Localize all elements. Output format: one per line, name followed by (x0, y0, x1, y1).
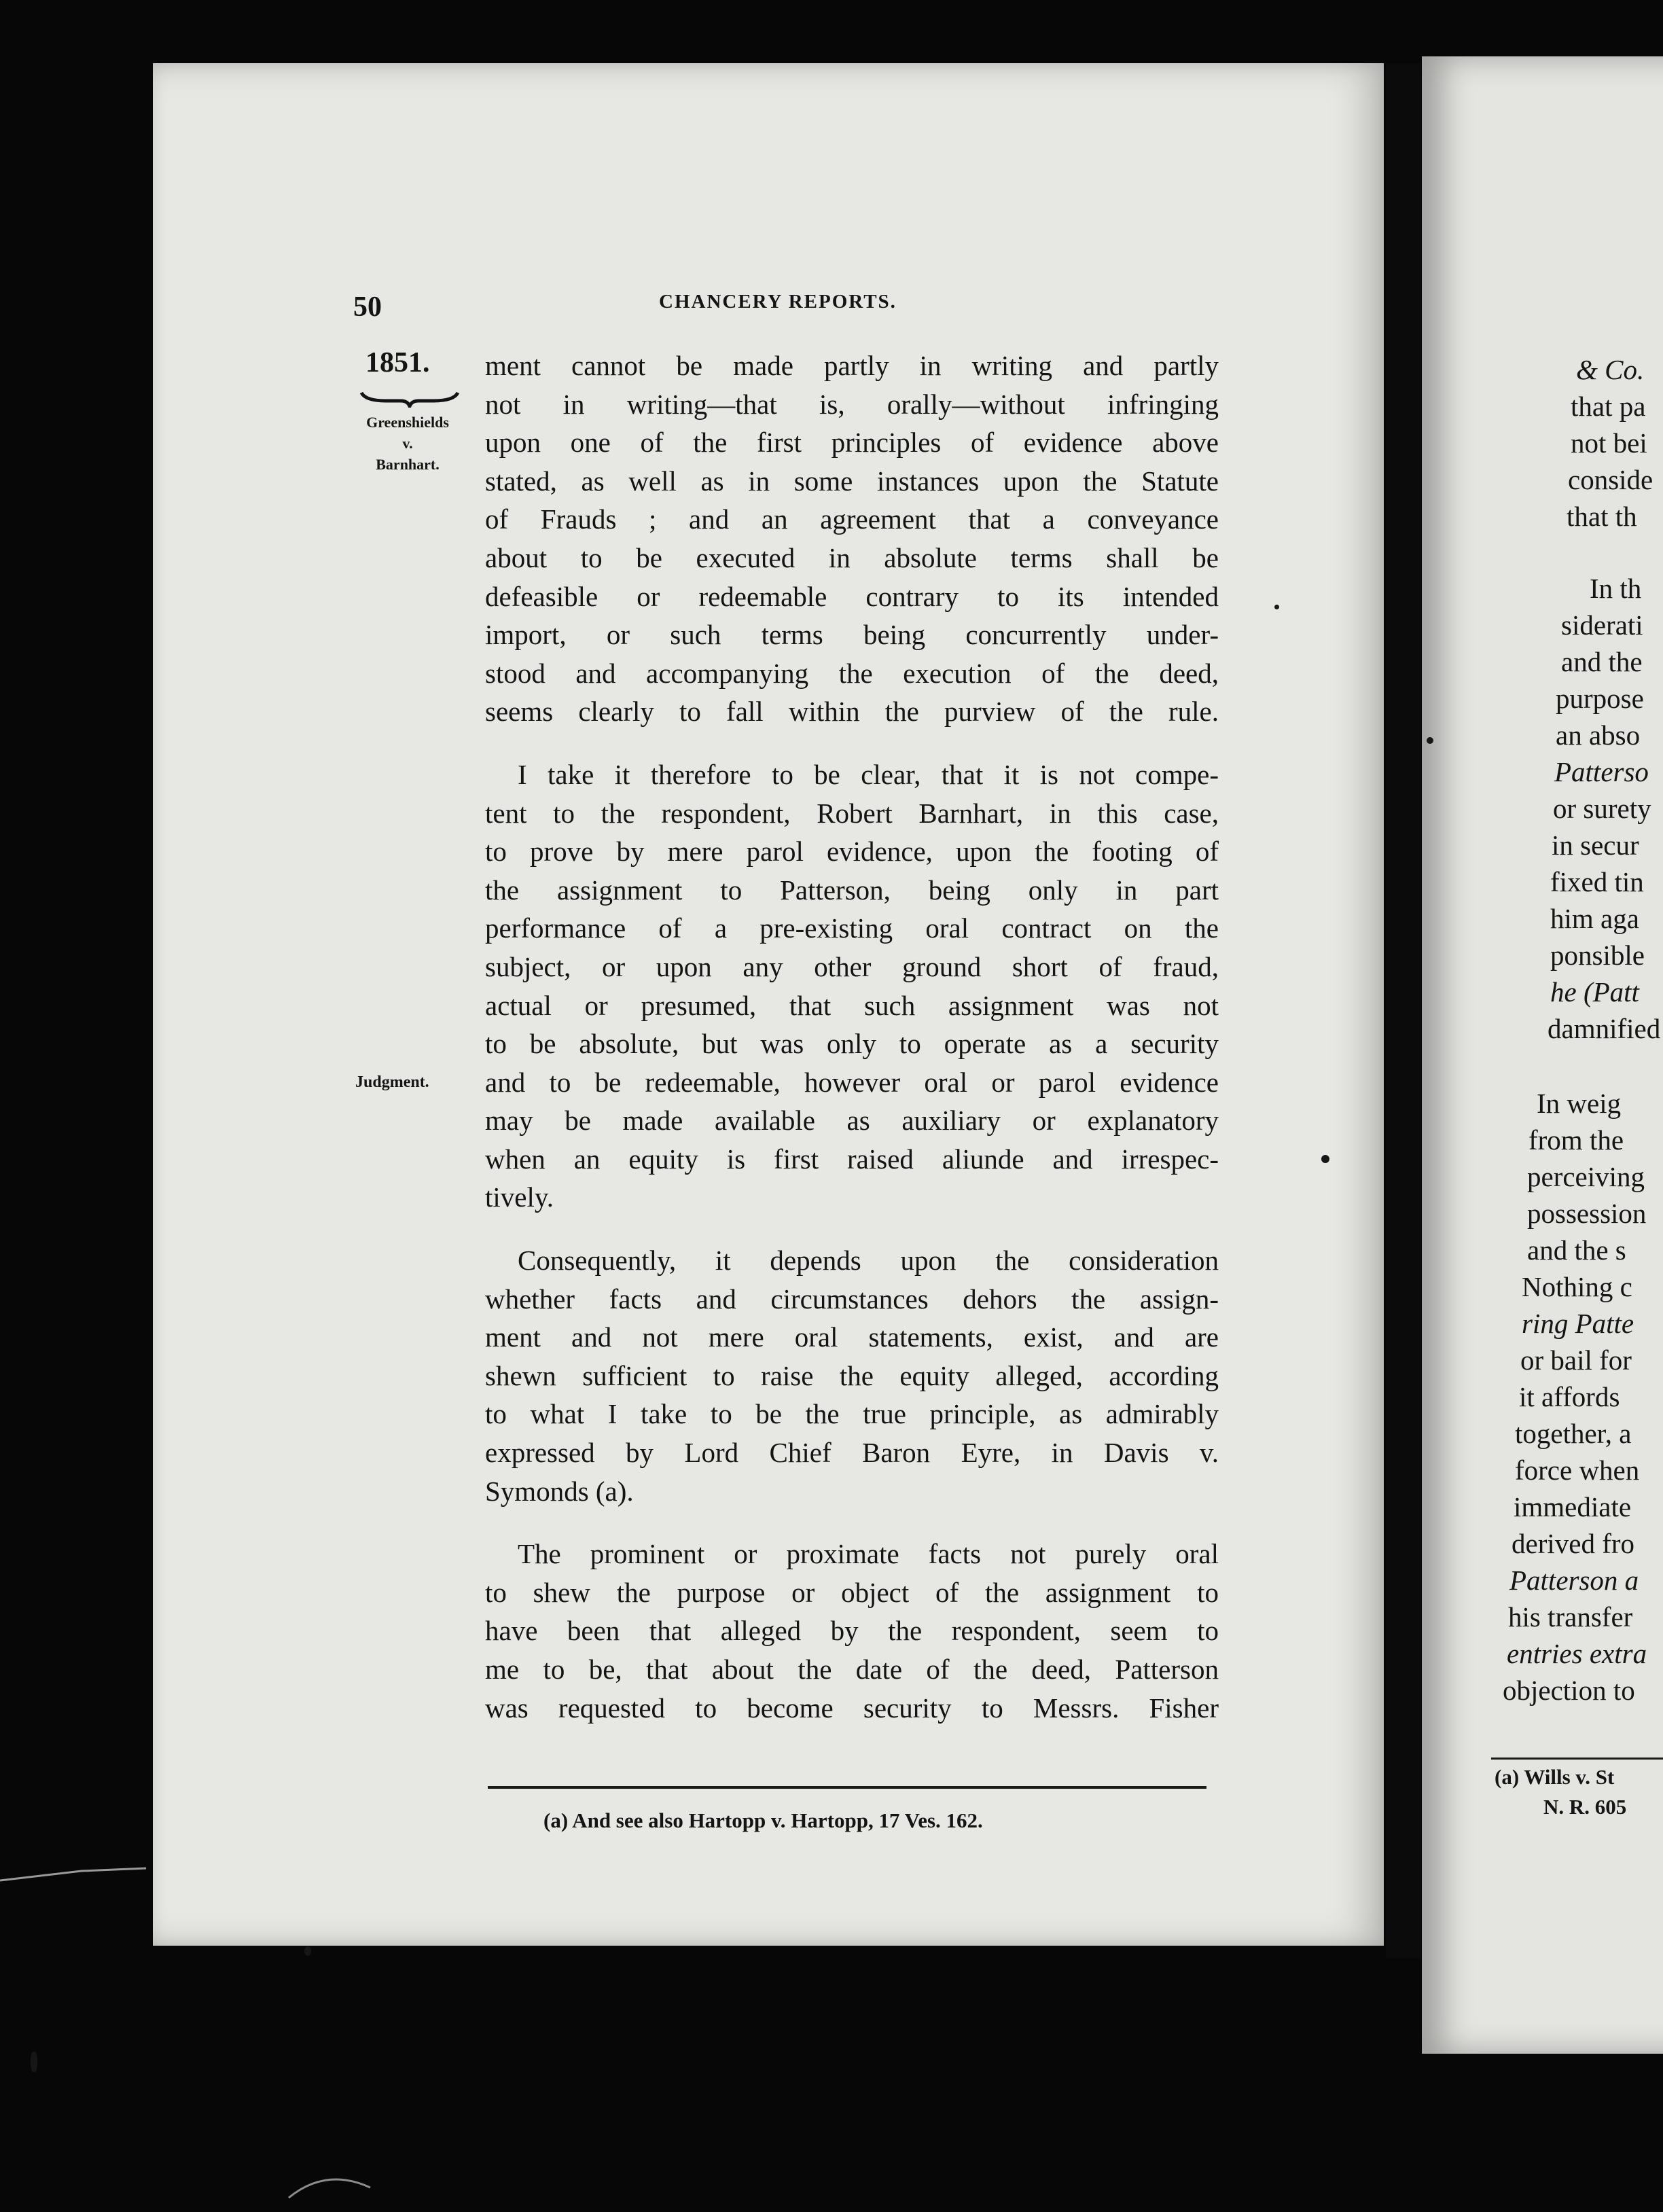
text-line: to shew the purpose or object of the assignment to (485, 1576, 1219, 1608)
text-line: defeasible or redeemable contrary to its intended (485, 580, 1219, 612)
text-line: actual or presumed, that such assignment was not (485, 989, 1219, 1021)
text-line: to prove by mere parol evidence, upon the footing of (485, 836, 1219, 868)
facing-text-line: together, a (1515, 1418, 1632, 1449)
facing-text-line: that th (1567, 501, 1637, 532)
text-line: I take it therefore to be clear, that it is not compe- (518, 758, 1219, 790)
scratch-mark (0, 1861, 149, 1889)
facing-text-line: damnified (1548, 1013, 1661, 1044)
scratch-mark (285, 2167, 374, 2201)
text-line: The prominent or proximate facts not purely oral (518, 1538, 1219, 1570)
text-line: when an equity is first raised aliunde and irrespec- (485, 1143, 1219, 1175)
text-line: may be made available as auxiliary or explanatory (485, 1105, 1219, 1137)
text-line: Symonds (a). (485, 1475, 634, 1507)
case-party-2: Barnhart. (376, 456, 440, 473)
footnote-rule (488, 1786, 1206, 1789)
facing-text-line: Nothing c (1522, 1271, 1632, 1302)
facing-footnote-rule (1491, 1758, 1663, 1760)
text-line: to be absolute, but was only to operate as a security (485, 1028, 1219, 1060)
facing-text-line: his transfer (1508, 1601, 1633, 1633)
text-line: stated, as well as in some instances upon the Statute (485, 465, 1219, 497)
text-line: upon one of the first principles of evidence above (485, 427, 1219, 459)
facing-footnote-line: N. R. 605 (1543, 1795, 1627, 1819)
text-line: ment cannot be made partly in writing and partly (485, 350, 1219, 381)
facing-footnote-line: (a) Wills v. St (1495, 1765, 1615, 1789)
text-line: not in writing—that is, orally—without infringing (485, 388, 1219, 420)
facing-text-line: in secur (1552, 830, 1639, 861)
facing-text-line: In th (1590, 573, 1642, 604)
facing-text-line: siderati (1561, 609, 1643, 641)
facing-text-line: Patterson a (1509, 1565, 1639, 1596)
facing-text-line: Patterso (1554, 756, 1649, 787)
case-versus: v. (402, 435, 413, 452)
facing-text-line: fixed tin (1550, 866, 1644, 897)
running-head: CHANCERY REPORTS. (659, 291, 897, 313)
facing-text-line: or surety (1553, 793, 1651, 824)
facing-text-line: objection to (1503, 1675, 1635, 1706)
facing-text-line: force when (1515, 1455, 1640, 1486)
text-line: expressed by Lord Chief Baron Eyre, in Davis v. (485, 1437, 1219, 1469)
footnote: (a) And see also Hartopp v. Hartopp, 17 Ves. 162. (543, 1808, 983, 1832)
facing-text-line: ring Patte (1522, 1308, 1634, 1339)
body-text (485, 346, 1219, 1727)
paragraph-gap (485, 1217, 1219, 1241)
facing-text-line: and the s (1527, 1234, 1626, 1266)
facing-text-line: that pa (1571, 391, 1646, 422)
speck-mark (1321, 1155, 1329, 1163)
page-number: 50 (353, 291, 382, 323)
text-line: tent to the respondent, Robert Barnhart, in this case, (485, 797, 1219, 829)
case-party-1: Greenshields (366, 414, 449, 431)
text-line: me to be, that about the date of the deed, Patterson (485, 1654, 1219, 1685)
facing-text-line: perceiving (1527, 1161, 1645, 1192)
text-line: the assignment to Patterson, being only in part (485, 874, 1219, 906)
text-line: and to be redeemable, however oral or parol evidence (485, 1066, 1219, 1098)
text-line: performance of a pre-existing oral contract on the (485, 912, 1219, 944)
speck-mark (304, 1946, 311, 1956)
text-line: Consequently, it depends upon the consideration (518, 1245, 1219, 1277)
facing-text-line: an abso (1556, 719, 1641, 751)
text-line: whether facts and circumstances dehors the assign- (485, 1283, 1219, 1315)
facing-text-line: or bail for (1520, 1344, 1632, 1376)
text-line: subject, or upon any other ground short of fraud, (485, 950, 1219, 982)
facing-text-line: him aga (1550, 903, 1639, 934)
facing-text-line: it affords (1519, 1381, 1620, 1412)
facing-text-line: immediate (1514, 1491, 1632, 1522)
facing-text-line: In weig (1537, 1088, 1622, 1119)
margin-judgment: Judgment. (355, 1073, 429, 1091)
paragraph-gap (485, 731, 1219, 755)
facing-text-line: possession (1527, 1198, 1647, 1229)
facing-text-line: entries extra (1507, 1638, 1647, 1669)
facing-text-line: & Co. (1576, 354, 1645, 385)
speck-mark (1274, 605, 1279, 609)
margin-year: 1851. (365, 347, 430, 378)
text-line: about to be executed in absolute terms shall be (485, 541, 1219, 573)
facing-text-line: he (Patt (1550, 976, 1639, 1007)
text-line: have been that alleged by the respondent, seem to (485, 1615, 1219, 1647)
text-line: of Frauds ; and an agreement that a conveyance (485, 503, 1219, 535)
margin-case-name (357, 412, 459, 475)
facing-text-line: ponsible (1550, 940, 1645, 971)
text-line: shewn sufficient to raise the equity alleged, according (485, 1359, 1219, 1391)
speck-mark (31, 2052, 37, 2072)
text-line: was requested to become security to Messrs. Fisher (485, 1692, 1219, 1724)
facing-text-line: and the (1561, 646, 1643, 677)
facing-text-line: from the (1528, 1124, 1624, 1156)
text-line: seems clearly to fall within the purview of the rule. (485, 696, 1219, 728)
text-line: ment and not mere oral statements, exist, and are (485, 1321, 1219, 1353)
text-line: import, or such terms being concurrently under- (485, 619, 1219, 651)
book-gutter (1386, 63, 1421, 1959)
speck-mark (1427, 737, 1433, 744)
text-line: stood and accompanying the execution of the deed, (485, 657, 1219, 689)
facing-text-line: derived fro (1512, 1528, 1634, 1559)
facing-text-line: conside (1568, 464, 1653, 495)
facing-text-line: purpose (1556, 683, 1644, 714)
brace-icon (359, 390, 461, 408)
paragraph-gap (485, 1510, 1219, 1535)
text-line: tively. (485, 1181, 554, 1213)
facing-text-line: not bei (1571, 427, 1647, 459)
text-line: to what I take to be the true principle, as admirably (485, 1398, 1219, 1430)
